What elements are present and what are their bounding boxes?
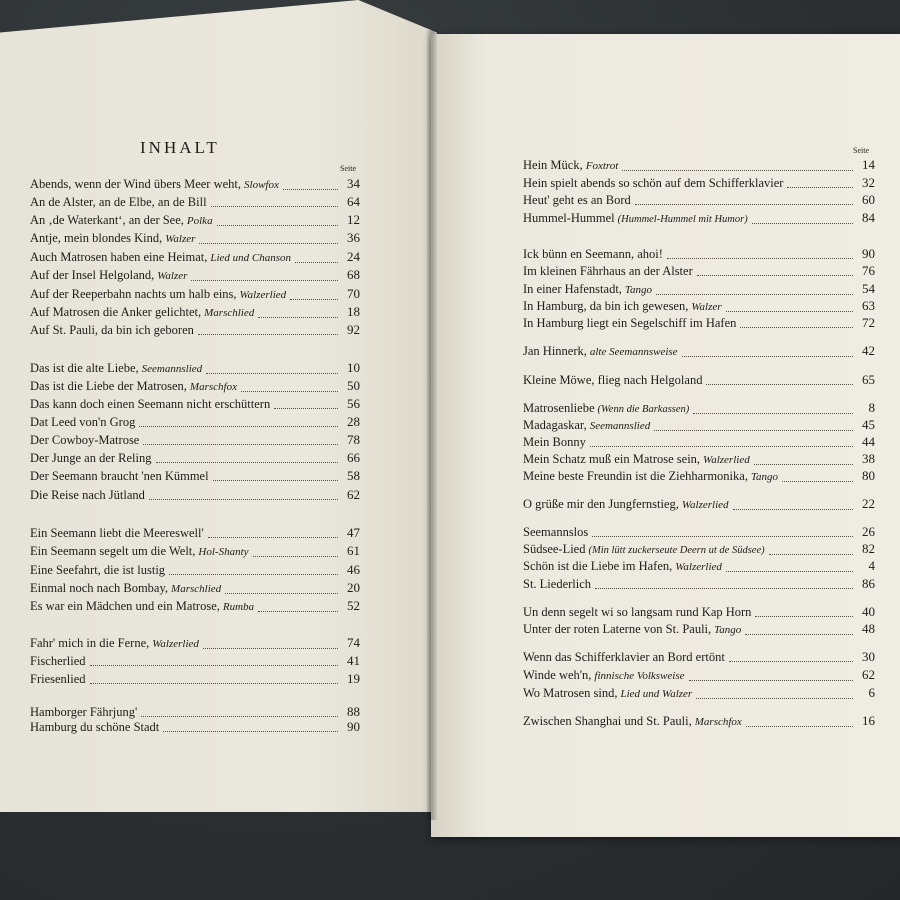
dot-leader [225, 593, 338, 594]
dot-leader [217, 225, 338, 226]
toc-entry [30, 467, 360, 485]
toc-entry-title: Das ist die Liebe der Matrosen, [30, 379, 187, 393]
dot-leader [595, 588, 853, 589]
toc-entry-title: Auf St. Pauli, da bin ich geboren [30, 323, 194, 337]
toc-entry [30, 359, 360, 378]
toc-entry-title: Hamborger Fährjung' [30, 705, 138, 719]
dot-leader [211, 206, 338, 207]
toc-entry-page-number: 28 [347, 414, 360, 429]
dot-leader [654, 430, 853, 431]
toc-entry-page-number: 76 [862, 263, 875, 278]
toc-entry-page-number: 42 [862, 343, 875, 358]
toc-entry [523, 191, 875, 209]
toc-entry-title: Zwischen Shanghai und St. Pauli, [523, 714, 692, 728]
dot-leader [206, 373, 338, 374]
page-title: INHALT [140, 138, 220, 157]
toc-entry-genre: Tango [714, 624, 742, 636]
toc-entry-title: Un denn segelt wi so langsam rund Kap Horn [523, 605, 752, 619]
dot-leader [149, 499, 338, 500]
toc-entry-page-number: 52 [347, 598, 360, 613]
toc-entry-genre: Walzer [157, 270, 188, 282]
toc-entry-page-number: 88 [347, 704, 360, 719]
dot-leader [689, 680, 853, 681]
dot-leader [156, 462, 339, 463]
toc-entry-page-number: 62 [347, 487, 360, 502]
toc-entry-page-number: 50 [347, 378, 360, 393]
toc-entry-title: Abends, wenn der Wind übers Meer weht, [30, 177, 242, 191]
toc-entry-genre: Walzerlied [681, 499, 729, 511]
dot-leader [656, 294, 853, 295]
toc-entry-title: Mein Bonny [523, 435, 586, 449]
toc-entry-page-number: 20 [347, 580, 360, 595]
toc-entry-page-number: 44 [862, 434, 875, 449]
toc-entry [523, 371, 875, 389]
toc-entry-genre: alte Seemannsweise [589, 346, 678, 358]
toc-entry-genre: Walzerlied [703, 454, 750, 466]
dot-leader [213, 480, 338, 481]
toc-entry [523, 712, 875, 731]
toc-entry-page-number: 40 [862, 604, 875, 619]
toc-entry-genre: Lied und Walzer [620, 688, 693, 700]
toc-entry [30, 377, 360, 396]
toc-entry [30, 431, 360, 449]
toc-entry-page-number: 45 [862, 417, 875, 432]
dot-leader [191, 280, 338, 281]
toc-entry [30, 561, 360, 579]
toc-entry-title: Das kann doch einen Seemann nicht erschüttern [30, 397, 271, 411]
toc-entry [523, 262, 875, 280]
toc-entry [30, 652, 360, 670]
toc-entry [30, 285, 360, 304]
toc-entry-title: Meine beste Freundin ist die Ziehharmonika, [523, 469, 748, 483]
toc-entry [523, 467, 875, 486]
toc-entry [523, 523, 875, 541]
toc-entry [30, 266, 360, 285]
toc-entry-page-number: 90 [862, 246, 875, 261]
dot-leader [253, 556, 338, 557]
toc-entry-page-number: 38 [862, 451, 875, 466]
toc-entry [523, 495, 875, 514]
toc-entry-page-number: 80 [862, 468, 875, 483]
toc-entry-genre: Seemannslied [589, 420, 651, 432]
toc-entry-title: Auch Matrosen haben eine Heimat, [30, 250, 208, 264]
dot-leader [295, 262, 338, 263]
toc-entry-title: Die Reise nach Jütland [30, 488, 145, 502]
toc-entry-genre: Marschfox [189, 381, 237, 393]
toc-entry-title: In Hamburg liegt ein Segelschiff im Hafen [523, 316, 737, 330]
toc-entry-title: In Hamburg, da bin ich gewesen, [523, 299, 689, 313]
toc-entry-title: St. Liederlich [523, 577, 592, 591]
toc-entry-title: Mein Schatz muß ein Matrose sein, [523, 452, 701, 466]
toc-entry-genre: Foxtrot [585, 160, 619, 172]
dot-leader [752, 223, 853, 224]
toc-entry-genre: Walzerlied [675, 561, 722, 573]
dot-leader [755, 616, 853, 617]
toc-entry [523, 620, 875, 639]
toc-entry [30, 486, 360, 504]
toc-entry [523, 209, 875, 228]
toc-entry-title: In einer Hafenstadt, [523, 282, 622, 296]
dot-leader [139, 426, 338, 427]
dot-leader [787, 187, 853, 188]
toc-entry-page-number: 64 [347, 194, 360, 209]
dot-leader [241, 391, 338, 392]
toc-entry-page-number: 32 [862, 175, 875, 190]
toc-entry-title: Wo Matrosen sind, [523, 686, 618, 700]
toc-entry-page-number: 92 [347, 322, 360, 337]
toc-entry [30, 211, 360, 230]
toc-entry-page-number: 36 [347, 230, 360, 245]
dot-leader [693, 413, 853, 414]
dot-leader [635, 204, 853, 205]
toc-entry-title: Hummel-Hummel [523, 211, 615, 225]
toc-entry-page-number: 61 [347, 543, 360, 558]
toc-entry-title: Der Junge an der Reling [30, 451, 152, 465]
seite-label-right: Seite [853, 146, 869, 155]
toc-entry [523, 433, 875, 451]
dot-leader [258, 317, 338, 318]
toc-entry-page-number: 8 [868, 400, 875, 415]
dot-leader [769, 554, 853, 555]
toc-entry-title: Ein Seemann liebt die Meereswell' [30, 526, 204, 540]
dot-leader [726, 571, 853, 572]
toc-entry-title: Südsee-Lied [523, 542, 586, 556]
toc-entry-title: Friesenlied [30, 672, 86, 686]
toc-entry-genre: Tango [624, 284, 653, 296]
toc-entry [30, 248, 360, 267]
toc-entry-genre: Marschfox [694, 716, 742, 728]
dot-leader [729, 661, 853, 662]
toc-entry-genre: finnische Volksweise [594, 670, 685, 682]
toc-entry [30, 597, 360, 616]
toc-entry-title: Matrosenliebe [523, 401, 595, 415]
dot-leader [726, 311, 853, 312]
toc-entry [30, 413, 360, 431]
toc-entry-title: Hein spielt abends so schön auf dem Schifferklavier [523, 176, 784, 190]
toc-entry-page-number: 58 [347, 468, 360, 483]
toc-entry-title: Madagaskar, [523, 418, 587, 432]
toc-entry-title: An ‚de Waterkant‘, an der See, [30, 213, 184, 227]
toc-entry-genre: Hol-Shanty [198, 546, 249, 558]
toc-entry-title: Wenn das Schifferklavier an Bord ertönt [523, 650, 725, 664]
toc-entry-title: Das ist die alte Liebe, [30, 361, 139, 375]
toc-entry-page-number: 68 [347, 267, 360, 282]
toc-entry [30, 449, 360, 467]
toc-entry-page-number: 47 [347, 525, 360, 540]
toc-entry-genre: Tango [750, 471, 779, 483]
toc-entry-page-number: 62 [862, 667, 875, 682]
toc-entry [523, 684, 875, 703]
toc-entry-genre: Seemannslied [141, 363, 203, 375]
toc-entry-page-number: 16 [862, 713, 875, 728]
toc-entry-page-number: 26 [862, 524, 875, 539]
toc-entry [30, 229, 360, 248]
dot-leader [682, 356, 853, 357]
dot-leader [782, 481, 853, 482]
toc-entry-genre: (Hummel-Hummel mit Humor) [617, 214, 748, 225]
seite-label-left: Seite [340, 164, 356, 173]
toc-entry-page-number: 10 [347, 360, 360, 375]
dot-leader [696, 698, 853, 699]
toc-entry [523, 314, 875, 332]
dot-leader [208, 537, 338, 538]
toc-entry [30, 395, 360, 413]
toc-entry-genre: Walzer [691, 301, 722, 313]
toc-entry-title: O grüße mir den Jungfernstieg, [523, 497, 679, 511]
toc-entry-title: Einmal noch nach Bombay, [30, 581, 169, 595]
toc-entry-genre: Lied und Chanson [210, 252, 292, 264]
dot-leader [746, 726, 853, 727]
toc-entry-page-number: 14 [862, 157, 875, 172]
toc-entry-page-number: 41 [347, 653, 360, 668]
toc-entry-title: Auf der Reeperbahn nachts um halb eins, [30, 287, 237, 301]
toc-entry-genre: Walzerlied [152, 638, 199, 650]
dot-leader [745, 634, 853, 635]
toc-entry-title: Auf Matrosen die Anker gelichtet, [30, 305, 202, 319]
toc-entry-page-number: 86 [862, 576, 875, 591]
toc-entry-title: Hamburg du schöne Stadt [30, 720, 160, 734]
dot-leader [592, 536, 853, 537]
toc-entry-genre: Walzer [165, 233, 196, 245]
toc-entry-title: Winde weh'n, [523, 668, 592, 682]
toc-entry-page-number: 78 [347, 432, 360, 447]
dot-leader [740, 327, 853, 328]
toc-entry-title: Seemannslos [523, 525, 589, 539]
toc-entry-page-number: 48 [862, 621, 875, 636]
toc-entry-title: Fahr' mich in die Ferne, [30, 636, 150, 650]
toc-entry-genre: (Wenn die Barkassen) [597, 404, 690, 415]
toc-entry-page-number: 90 [347, 719, 360, 734]
toc-entry-title: Jan Hinnerk, [523, 344, 587, 358]
dot-leader [283, 189, 338, 190]
dot-leader [141, 716, 338, 717]
dot-leader [622, 170, 853, 171]
dot-leader [290, 299, 338, 300]
dot-leader [754, 464, 853, 465]
toc-entry-page-number: 6 [868, 685, 875, 700]
dot-leader [203, 648, 338, 649]
toc-entry-page-number: 4 [868, 558, 875, 573]
toc-entry-page-number: 63 [862, 298, 875, 313]
toc-entry [30, 193, 360, 211]
toc-entry-page-number: 82 [862, 541, 875, 556]
toc-entry-page-number: 12 [347, 212, 360, 227]
toc-entry-page-number: 74 [347, 635, 360, 650]
toc-entry-title: An de Alster, an de Elbe, an de Bill [30, 195, 207, 209]
dot-leader [274, 408, 338, 409]
toc-entry-page-number: 72 [862, 315, 875, 330]
toc-entry-title: Unter der roten Laterne von St. Pauli, [523, 622, 712, 636]
toc-entry-genre: Walzerlied [239, 289, 287, 301]
toc-entry-page-number: 65 [862, 372, 875, 387]
toc-entry [523, 648, 875, 666]
dot-leader [90, 683, 338, 684]
toc-entry-title: Im kleinen Fährhaus an der Alster [523, 264, 693, 278]
toc-entry [30, 321, 360, 339]
toc-entry-title: Antje, mein blondes Kind, [30, 231, 163, 245]
toc-entry [30, 670, 360, 688]
toc-entry-page-number: 19 [347, 671, 360, 686]
toc-entry-title: Der Cowboy-Matrose [30, 433, 140, 447]
toc-entry-title: Heut' geht es an Bord [523, 193, 631, 207]
toc-entry [523, 342, 875, 361]
toc-entry-page-number: 30 [862, 649, 875, 664]
toc-entry-page-number: 24 [347, 249, 360, 264]
toc-entry-genre: Slowfox [244, 179, 279, 191]
toc-entry [523, 557, 875, 576]
toc-entry [30, 175, 360, 194]
toc-entry-genre: Polka [186, 215, 213, 227]
toc-entry-page-number: 60 [862, 192, 875, 207]
toc-entry [30, 634, 360, 653]
toc-entry-genre: Marschlied [171, 583, 222, 595]
toc-entry-title: Kleine Möwe, flieg nach Helgoland [523, 373, 703, 387]
dot-leader [169, 574, 338, 575]
toc-entry [30, 524, 360, 542]
toc-entry [523, 603, 875, 621]
toc-entry-page-number: 56 [347, 396, 360, 411]
toc-entry-page-number: 70 [347, 286, 360, 301]
toc-entry-page-number: 66 [347, 450, 360, 465]
dot-leader [590, 446, 853, 447]
dot-leader [198, 334, 338, 335]
toc-entry [523, 245, 875, 263]
toc-entry-title: Ein Seemann segelt um die Welt, [30, 544, 196, 558]
toc-entry [523, 575, 875, 593]
toc-entry-title: Eine Seefahrt, die ist lustig [30, 563, 166, 577]
dot-leader [199, 243, 338, 244]
toc-entry-genre: (Min lütt zuckerseute Deern ut de Südsee) [588, 545, 765, 556]
toc-entry-title: Hein Mück, [523, 158, 583, 172]
toc-entry [523, 174, 875, 192]
toc-entry [30, 542, 360, 561]
toc-entry [523, 666, 875, 685]
toc-entry-title: Ick bünn en Seemann, ahoi! [523, 247, 663, 261]
toc-entry-title: Dat Leed von'n Grog [30, 415, 136, 429]
toc-entry-title: Schön ist die Liebe im Hafen, [523, 559, 673, 573]
toc-entry-genre: Rumba [222, 601, 255, 613]
toc-entry [30, 718, 360, 736]
toc-entry-title: Es war ein Mädchen und ein Matrose, [30, 599, 220, 613]
toc-entry-page-number: 54 [862, 281, 875, 296]
toc-entry-page-number: 34 [347, 176, 360, 191]
toc-entry [30, 303, 360, 322]
toc-entry-page-number: 84 [862, 210, 875, 225]
toc-entry-title: Fischerlied [30, 654, 86, 668]
book-gutter [427, 30, 437, 820]
toc-entry-page-number: 22 [862, 496, 875, 511]
dot-leader [163, 731, 338, 732]
toc-entry-title: Auf der Insel Helgoland, [30, 268, 155, 282]
dot-leader [258, 611, 338, 612]
toc-entry [30, 579, 360, 598]
dot-leader [706, 384, 853, 385]
dot-leader [143, 444, 338, 445]
toc-entry-title: Der Seemann braucht 'nen Kümmel [30, 469, 209, 483]
toc-entry [523, 156, 875, 175]
toc-entry-page-number: 18 [347, 304, 360, 319]
dot-leader [667, 258, 853, 259]
dot-leader [90, 665, 338, 666]
dot-leader [733, 509, 853, 510]
toc-entry-page-number: 46 [347, 562, 360, 577]
toc-entry-genre: Marschlied [204, 307, 255, 319]
dot-leader [697, 275, 853, 276]
